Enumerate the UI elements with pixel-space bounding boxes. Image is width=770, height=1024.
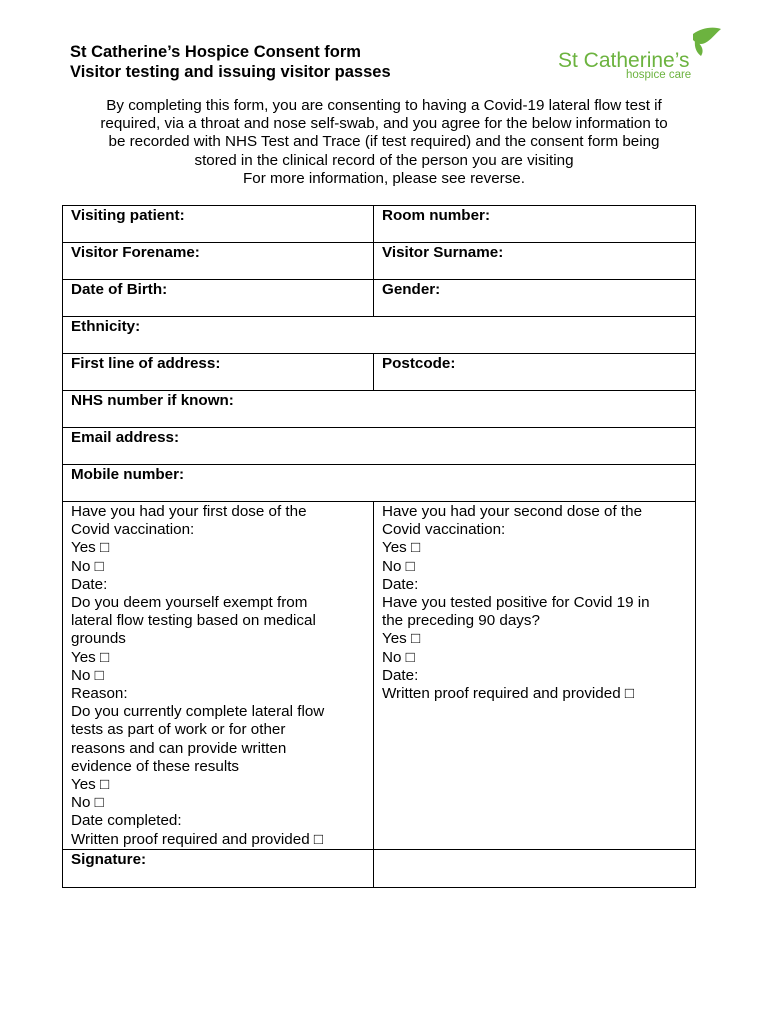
address-field[interactable] [63, 354, 374, 391]
visitor-surname-label: Visitor Surname: [382, 244, 504, 261]
question-line: evidence of these results [71, 757, 240, 775]
title-line-1: St Catherine’s Hospice Consent form [70, 43, 361, 61]
yes-checkbox[interactable]: Yes □ [382, 539, 421, 557]
exempt-question [71, 594, 365, 703]
nhs-number-field[interactable] [63, 391, 696, 428]
written-proof-checkbox[interactable]: Written proof required and provided □ [71, 830, 324, 848]
address-label: First line of address: [71, 355, 221, 372]
date-of-birth-field[interactable] [63, 280, 374, 317]
butterfly-icon [693, 28, 721, 56]
question-line: lateral flow testing based on medical [71, 612, 316, 630]
question-line: Have you tested positive for Covid 19 in [382, 594, 650, 612]
intro-line: By completing this form, you are consenting to having a Covid-19 lateral flow test if [106, 97, 662, 114]
intro-line: For more information, please see reverse. [243, 169, 525, 187]
visiting-patient-label: Visiting patient: [71, 207, 185, 224]
email-label: Email address: [71, 429, 180, 446]
second-dose-question [382, 503, 687, 594]
room-number-label: Room number: [382, 207, 490, 224]
postcode-field[interactable] [374, 354, 696, 391]
intro-line: be recorded with NHS Test and Trace (if test required) and the consent form being [108, 133, 660, 151]
vaccination-questions-right[interactable] [374, 502, 696, 850]
work-tests-question [71, 703, 365, 849]
form-title [70, 42, 391, 82]
intro-line: stored in the clinical record of the person you are visiting [194, 151, 574, 169]
ethnicity-field[interactable] [63, 317, 696, 354]
signature-space[interactable] [374, 849, 696, 887]
reason-line: Reason: [71, 685, 128, 703]
consent-form-table [62, 205, 696, 888]
no-checkbox[interactable]: No □ [71, 666, 104, 684]
date-line: Date: [71, 575, 108, 593]
gender-label: Gender: [382, 281, 441, 298]
email-field[interactable] [63, 428, 696, 465]
visitor-forename-label: Visitor Forename: [71, 244, 200, 261]
question-line: Have you had your first dose of the [71, 503, 307, 520]
written-proof-checkbox[interactable]: Written proof required and provided □ [382, 685, 635, 703]
visitor-surname-field[interactable] [374, 243, 696, 280]
gender-field[interactable] [374, 280, 696, 317]
no-checkbox[interactable]: No □ [71, 557, 104, 575]
ethnicity-label: Ethnicity: [71, 318, 141, 335]
intro-line: required, via a throat and nose self-swab, and you agree for the below information to [100, 115, 668, 133]
yes-checkbox[interactable]: Yes □ [71, 539, 110, 557]
nhs-number-label: NHS number if known: [71, 392, 234, 409]
date-line: Date: [382, 666, 419, 684]
question-line: Covid vaccination: [71, 521, 195, 539]
logo-subtext: hospice care [626, 69, 692, 81]
visiting-patient-field[interactable] [63, 206, 374, 243]
intro-paragraph [62, 97, 706, 188]
question-line: Covid vaccination: [382, 521, 506, 539]
first-dose-question [71, 503, 365, 594]
yes-checkbox[interactable]: Yes □ [382, 630, 421, 648]
signature-label: Signature: [71, 850, 147, 868]
visitor-forename-field[interactable] [63, 243, 374, 280]
date-of-birth-label: Date of Birth: [71, 281, 168, 298]
mobile-field[interactable] [63, 465, 696, 502]
question-line: Do you currently complete lateral flow [71, 703, 325, 721]
date-line: Date: [382, 575, 419, 593]
question-line: tests as part of work or for other [71, 721, 286, 739]
question-line: Have you had your second dose of the [382, 503, 643, 520]
title-line-2: Visitor testing and issuing visitor passes [70, 63, 391, 81]
no-checkbox[interactable]: No □ [382, 557, 415, 575]
no-checkbox[interactable]: No □ [382, 648, 415, 666]
question-line: grounds [71, 630, 126, 648]
question-line: reasons and can provide written [71, 739, 287, 757]
vaccination-questions-left[interactable] [63, 502, 374, 850]
date-completed-line: Date completed: [71, 812, 182, 830]
no-checkbox[interactable]: No □ [71, 794, 104, 812]
signature-field[interactable] [63, 849, 374, 887]
room-number-field[interactable] [374, 206, 696, 243]
question-line: Do you deem yourself exempt from [71, 594, 308, 612]
st-catherines-logo [555, 26, 725, 82]
yes-checkbox[interactable]: Yes □ [71, 648, 110, 666]
question-line: the preceding 90 days? [382, 612, 540, 630]
postcode-label: Postcode: [382, 355, 456, 372]
mobile-label: Mobile number: [71, 466, 185, 483]
logo-text: St Catherine’s [558, 49, 690, 72]
yes-checkbox[interactable]: Yes □ [71, 776, 110, 794]
tested-positive-question [382, 594, 687, 703]
